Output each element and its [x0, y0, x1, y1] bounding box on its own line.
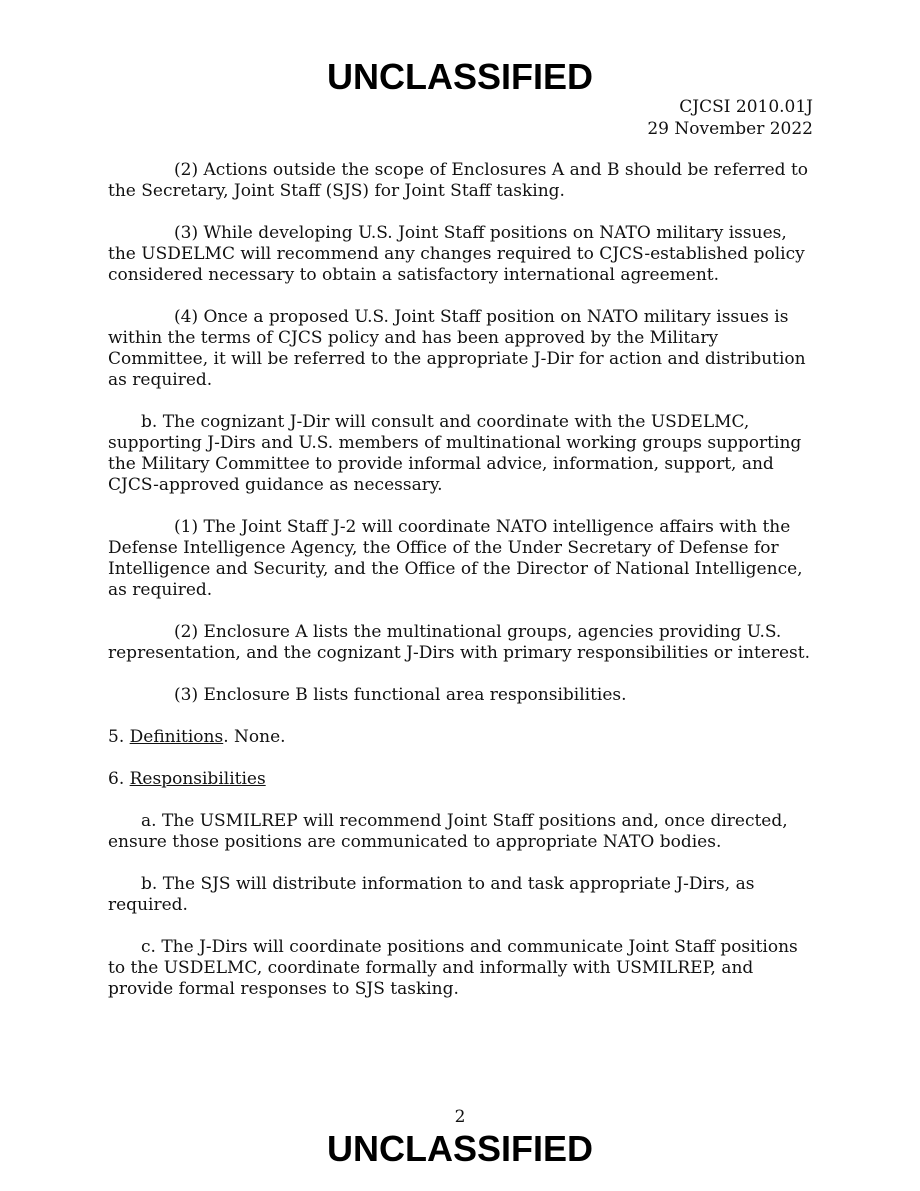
- document-body: [108, 160, 814, 1021]
- paragraph: (2) Enclosure A lists the multinational groups, agencies providing U.S. representation, and the cognizant J-Dirs with primary responsibilities or interest.: [108, 622, 810, 663]
- paragraph: c. The J-Dirs will coordinate positions and communicate Joint Staff positions to the USDELMC, coordinate formally and informally with USMILREP, and provide formal responses to SJS tasking.: [108, 937, 798, 999]
- document-date: 29 November 2022: [647, 119, 813, 139]
- section-heading: Responsibilities: [129, 769, 266, 789]
- classification-banner-bottom: UNCLASSIFIED: [326, 1128, 593, 1169]
- paragraph: b. The cognizant J-Dir will consult and coordinate with the USDELMC, supporting J-Dirs and U.S. members of multinational working groups supporting the Military Committee to provide informal advice, information, support, and CJCS-approved guidance as necessary.: [108, 412, 802, 495]
- page-number: 2: [454, 1107, 466, 1127]
- paragraph: (3) Enclosure B lists functional area responsibilities.: [174, 685, 627, 705]
- paragraph: (1) The Joint Staff J-2 will coordinate NATO intelligence affairs with the Defense Intelligence Agency, the Office of the Under Secretary of Defense for Intelligence and Security, and the Office of the Director of National Intelligence, as required.: [108, 517, 803, 600]
- paragraph: (2) Actions outside the scope of Enclosures A and B should be referred to the Secretary, Joint Staff (SJS) for Joint Staff tasking.: [108, 160, 809, 201]
- paragraph: (3) While developing U.S. Joint Staff positions on NATO military issues, the USDELMC will recommend any changes required to CJCS-established policy considered necessary to obtain a satisfactory international agreement.: [108, 223, 805, 285]
- paragraph: b. The SJS will distribute information to and task appropriate J-Dirs, as required.: [108, 874, 755, 915]
- paragraph: a. The USMILREP will recommend Joint Staff positions and, once directed, ensure those positions are communicated to appropriate NATO bodies.: [108, 811, 788, 852]
- section-responsibilities: [108, 769, 814, 790]
- paragraph: (4) Once a proposed U.S. Joint Staff position on NATO military issues is within the terms of CJCS policy and has been approved by the Military Committee, it will be referred to the appropriate J-Dir for action and distribution as required.: [108, 307, 806, 390]
- classification-banner-top: UNCLASSIFIED: [326, 56, 593, 97]
- section-text: . None.: [223, 727, 286, 747]
- section-definitions: [108, 727, 814, 748]
- section-number: 5.: [108, 727, 130, 747]
- section-heading: Definitions: [129, 727, 224, 747]
- document-id: CJCSI 2010.01J: [679, 97, 813, 117]
- section-number: 6.: [108, 769, 130, 789]
- document-reference: [647, 96, 813, 140]
